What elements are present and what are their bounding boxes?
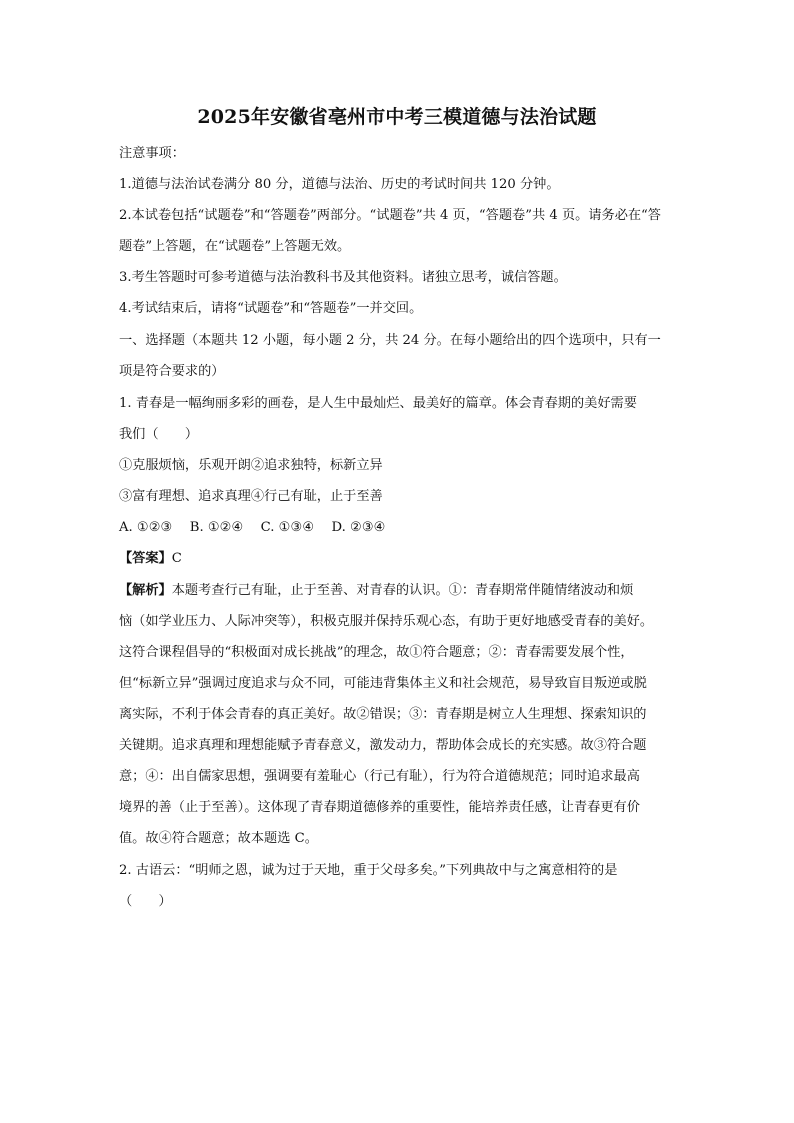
answer-label: 【答案】 bbox=[119, 551, 172, 566]
notice-item-1: 1.道德与法治试卷满分 80 分，道德与法治、历史的考试时间共 120 分钟。 bbox=[119, 177, 560, 192]
notice-item-4: 4.考试结束后，请将“试题卷”和“答题卷”一并交回。 bbox=[119, 301, 423, 316]
notice-item-2-line-2: 题卷”上答题，在“试题卷”上答题无效。 bbox=[119, 239, 351, 254]
question-2-stem-line-1: 2. 古语云：“明师之恩，诚为过于天地，重于父母多矣。”下列典故中与之寓意相符的是 bbox=[119, 863, 618, 878]
question-1-analysis-line-4: 但“标新立异”强调过度追求与众不同，可能违背集体主义和社会规范，易导致盲目叛逆或脱 bbox=[119, 676, 647, 691]
question-1-answer bbox=[119, 550, 182, 568]
page-title: 2025年安徽省亳州市中考三模道德与法治试题 bbox=[197, 106, 597, 128]
section-header-line-2: 项是符合要求的） bbox=[119, 364, 225, 379]
question-1-stem-line-1: 1. 青春是一幅绚丽多彩的画卷，是人生中最灿烂、最美好的篇章。体会青春期的美好需要 bbox=[119, 396, 637, 411]
answer-value: C bbox=[171, 551, 182, 566]
question-1-analysis-line-7: 意；④：出自儒家思想，强调要有羞耻心（行己有耻），行为符合道德规范；同时追求最高 bbox=[119, 769, 640, 784]
analysis-text: 本题考查行己有耻，止于至善、对青春的认识。①：青春期常伴随情绪波动和烦 bbox=[171, 583, 634, 598]
section-header-line-1: 一、选择题（本题共 12 小题，每小题 2 分，共 24 分。在每小题给出的四个选项中，只有一 bbox=[119, 333, 661, 348]
question-1-analysis-line-1 bbox=[119, 582, 633, 600]
question-1-choices: A. ①②③ B. ①②④ C. ①③④ D. ②③④ bbox=[119, 520, 386, 535]
notice-item-3: 3.考生答题时可参考道德与法治教科书及其他资料。诸独立思考，诚信答题。 bbox=[119, 270, 567, 285]
question-1-options-line-2: ③富有理想、追求真理④行己有耻，止于至善 bbox=[119, 489, 383, 504]
question-1-stem-line-2: 我们（ ） bbox=[119, 427, 199, 442]
question-1-analysis-line-9: 值。故④符合题意；故本题选 C。 bbox=[119, 831, 318, 846]
notice-heading: 注意事项： bbox=[119, 146, 185, 161]
notice-item-2-line-1: 2.本试卷包括“试题卷”和“答题卷”两部分。“试题卷”共 4 页，“答题卷”共 4 页。请务必在“答 bbox=[119, 208, 661, 223]
question-1-analysis-line-2: 恼（如学业压力、人际冲突等），积极克服并保持乐观心态，有助于更好地感受青春的美好。 bbox=[119, 614, 654, 629]
question-2-stem-line-2: （ ） bbox=[119, 894, 172, 909]
question-1-analysis-line-3: 这符合课程倡导的“积极面对成长挑战”的理念，故①符合题意；②：青春需要发展个性， bbox=[119, 645, 634, 660]
question-1-analysis-line-6: 关键期。追求真理和理想能赋予青春意义，激发动力，帮助体会成长的充实感。故③符合题 bbox=[119, 738, 647, 753]
question-1-analysis-line-8: 境界的善（止于至善）。这体现了青春期道德修养的重要性，能培养责任感，让青春更有价 bbox=[119, 800, 640, 815]
question-1-analysis-line-5: 离实际，不利于体会青春的真正美好。故②错误；③：青春期是树立人生理想、探索知识的 bbox=[119, 707, 647, 722]
analysis-label: 【解析】 bbox=[119, 583, 172, 598]
question-1-options-line-1: ①克服烦恼，乐观开朗②追求独特，标新立异 bbox=[119, 458, 383, 473]
